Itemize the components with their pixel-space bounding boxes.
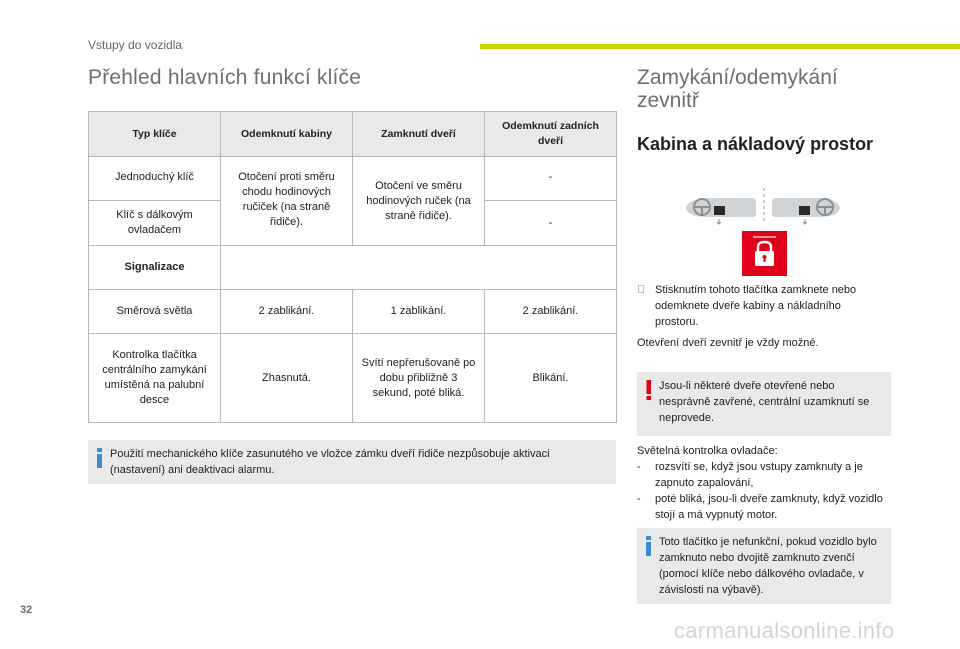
cell-signal-header: Signalizace: [89, 246, 221, 290]
warning-text: Jsou-li některé dveře otevřené nebo nesprávně zavřené, centrální uzamknutí se neprovede.: [659, 380, 870, 424]
warning-note: [637, 372, 891, 436]
cell-indicator: Kontrolka tlačítka centrálního zamykání umístěná na palubní desce: [89, 334, 221, 423]
cell-unlock-cabin: Otočení proti směru chodu hodinových ručiček (na straně řidiče).: [221, 157, 353, 246]
header-unlock-rear: Odemknutí zadních dveří: [485, 112, 617, 157]
cell-simple-key: Jednoduchý klíč: [89, 157, 221, 201]
cell-indicator-cabin: Zhasnutá.: [221, 334, 353, 423]
key-functions-table: [88, 111, 617, 423]
accent-bar: [480, 44, 960, 49]
header-unlock-cabin: Odemknutí kabiny: [221, 112, 353, 157]
page-title: Přehled hlavních funkcí klíče: [88, 66, 362, 89]
warning-icon: [645, 380, 653, 400]
bullet-marker-icon: [637, 282, 645, 298]
cell-rear-remote: -: [485, 201, 617, 246]
open-inside-text: Otevření dveří zevnitř je vždy možné.: [637, 337, 819, 349]
cell-remote-key: Klíč s dálkovým ovladačem: [89, 201, 221, 246]
cell-turn-cabin: 2 zablikání.: [221, 290, 353, 334]
cell-lock-doors: Otočení ve směru hodinových ruček (na straně řidiče).: [353, 157, 485, 246]
dash-marker: -: [637, 461, 641, 473]
cell-turn-rear: 2 zablikání.: [485, 290, 617, 334]
chapter-title: Vstupy do vozidla: [88, 38, 183, 52]
cell-turn-lights: Směrová světla: [89, 290, 221, 334]
status-item-text: rozsvítí se, když jsou vstupy zamknuty a je zapnuto zapalování,: [655, 461, 863, 489]
header-lock-doors: Zamknutí dveří: [353, 112, 485, 157]
info-note-alarm: [88, 440, 616, 484]
section-subtitle: Kabina a nákladový prostor: [637, 134, 874, 154]
info-note-text: Toto tlačítko je nefunkční, pokud vozidlo bylo zamknuto nebo dvojitě zamknuto zvenčí (pomocí klíče nebo dálkového ovladače, v závislosti na výbavě).: [659, 536, 877, 596]
cell-indicator-rear: Blikání.: [485, 334, 617, 423]
bullet-text: Stisknutím tohoto tlačítka zamknete nebo odemknete dveře kabiny a nákladního prostoru.: [655, 284, 857, 328]
central-lock-illustration: [684, 186, 842, 276]
page-number: 32: [20, 604, 33, 616]
status-item-text: poté bliká, jsou-li dveře zamknuty, když vozidlo stojí a má vypnutý motor.: [655, 493, 883, 521]
header-key-type: Typ klíče: [89, 112, 221, 157]
dash-marker: -: [637, 493, 641, 505]
section-title: Zamykání/odemykání zevnitř: [637, 66, 838, 112]
info-note-button: [637, 528, 891, 604]
info-note-text: Použití mechanického klíče zasunutého ve vložce zámku dveří řidiče nezpůsobuje aktivaci (nastavení) ani deaktivaci alarmu.: [110, 448, 550, 476]
cell-rear-simple: -: [485, 157, 617, 201]
cell-signal-empty: [221, 246, 617, 290]
cell-turn-lock: 1 zablikání.: [353, 290, 485, 334]
status-title: Světelná kontrolka ovladače:: [637, 445, 778, 457]
watermark: carmanualsonline.info: [674, 618, 895, 643]
info-icon: [645, 536, 653, 556]
cell-indicator-lock: Svítí nepřerušovaně po dobu přibližně 3 sekund, poté bliká.: [353, 334, 485, 423]
info-icon: [96, 448, 104, 468]
